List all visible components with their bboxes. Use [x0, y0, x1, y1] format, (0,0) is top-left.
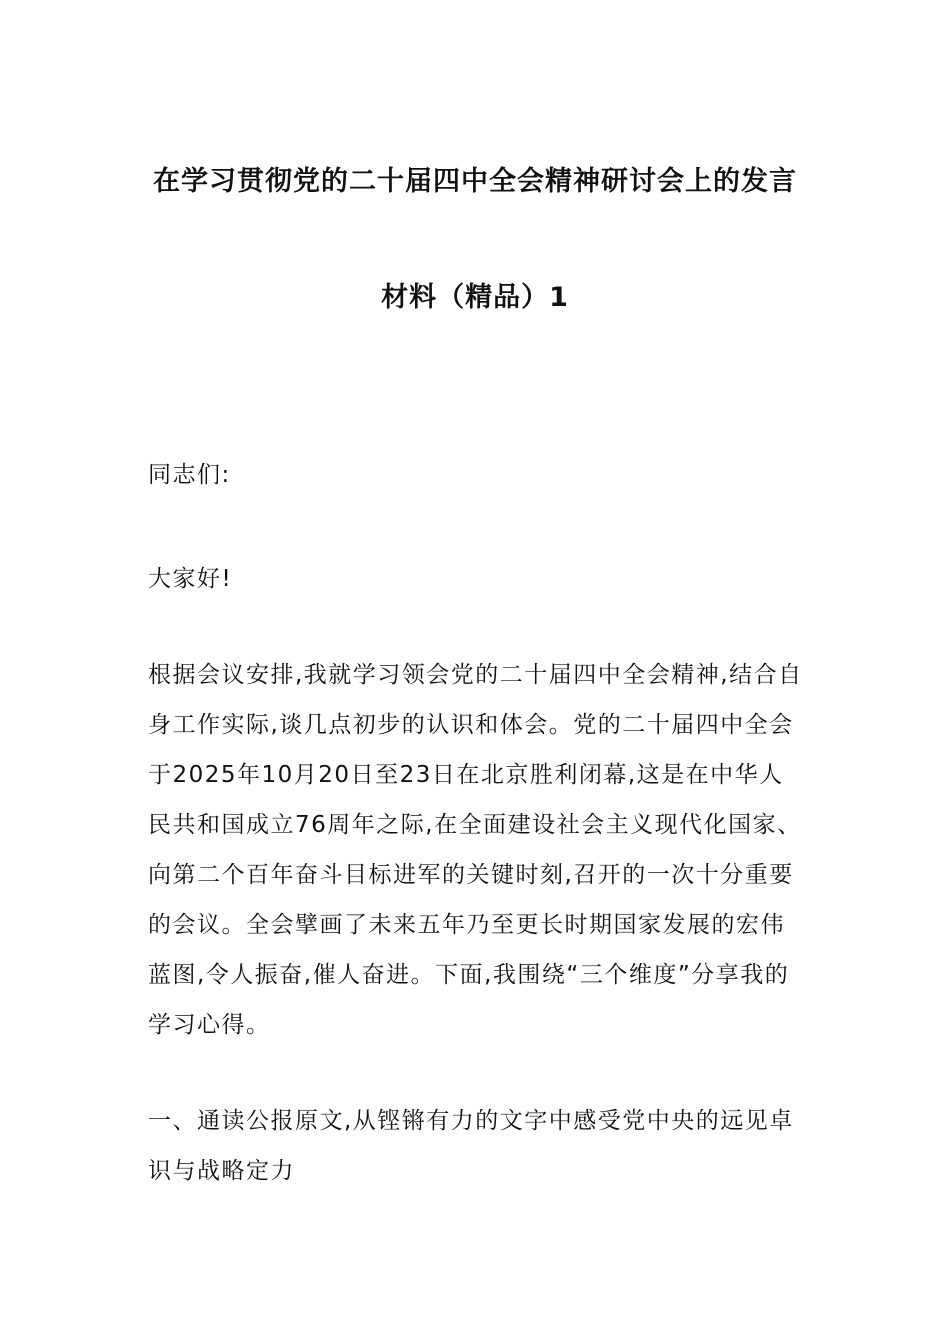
greeting-text: 同志们: — [148, 462, 231, 488]
section-1-heading: 一、通读公报原文,从铿锵有力的文字中感受党中央的远见卓识与战略定力 — [148, 1108, 794, 1184]
hello-text: 大家好! — [148, 566, 233, 592]
document-title-line-1: 在学习贯彻党的二十届四中全会精神研讨会上的发言 — [153, 166, 797, 197]
document-title-line-2: 材料（精品）1 — [381, 282, 569, 313]
intro-paragraph: 根据会议安排,我就学习领会党的二十届四中全会精神,结合自身工作实际,谈几点初步的认识和体会。党的二十届四中全会于2025年10月20日至23日在北京胜利闭幕,这是在中华人民共和国成立76周年之际,在全面建设社会主义现代化国家、向第二个百年奋斗目标进军的关键时刻,召开的一次十分重要的会议。全会擘画了未来五年乃至更长时期国家发展的宏伟蓝图,令人振奋,催人奋进。下面,我围绕“三个维度”分享我的学习心得。 — [148, 662, 803, 1038]
